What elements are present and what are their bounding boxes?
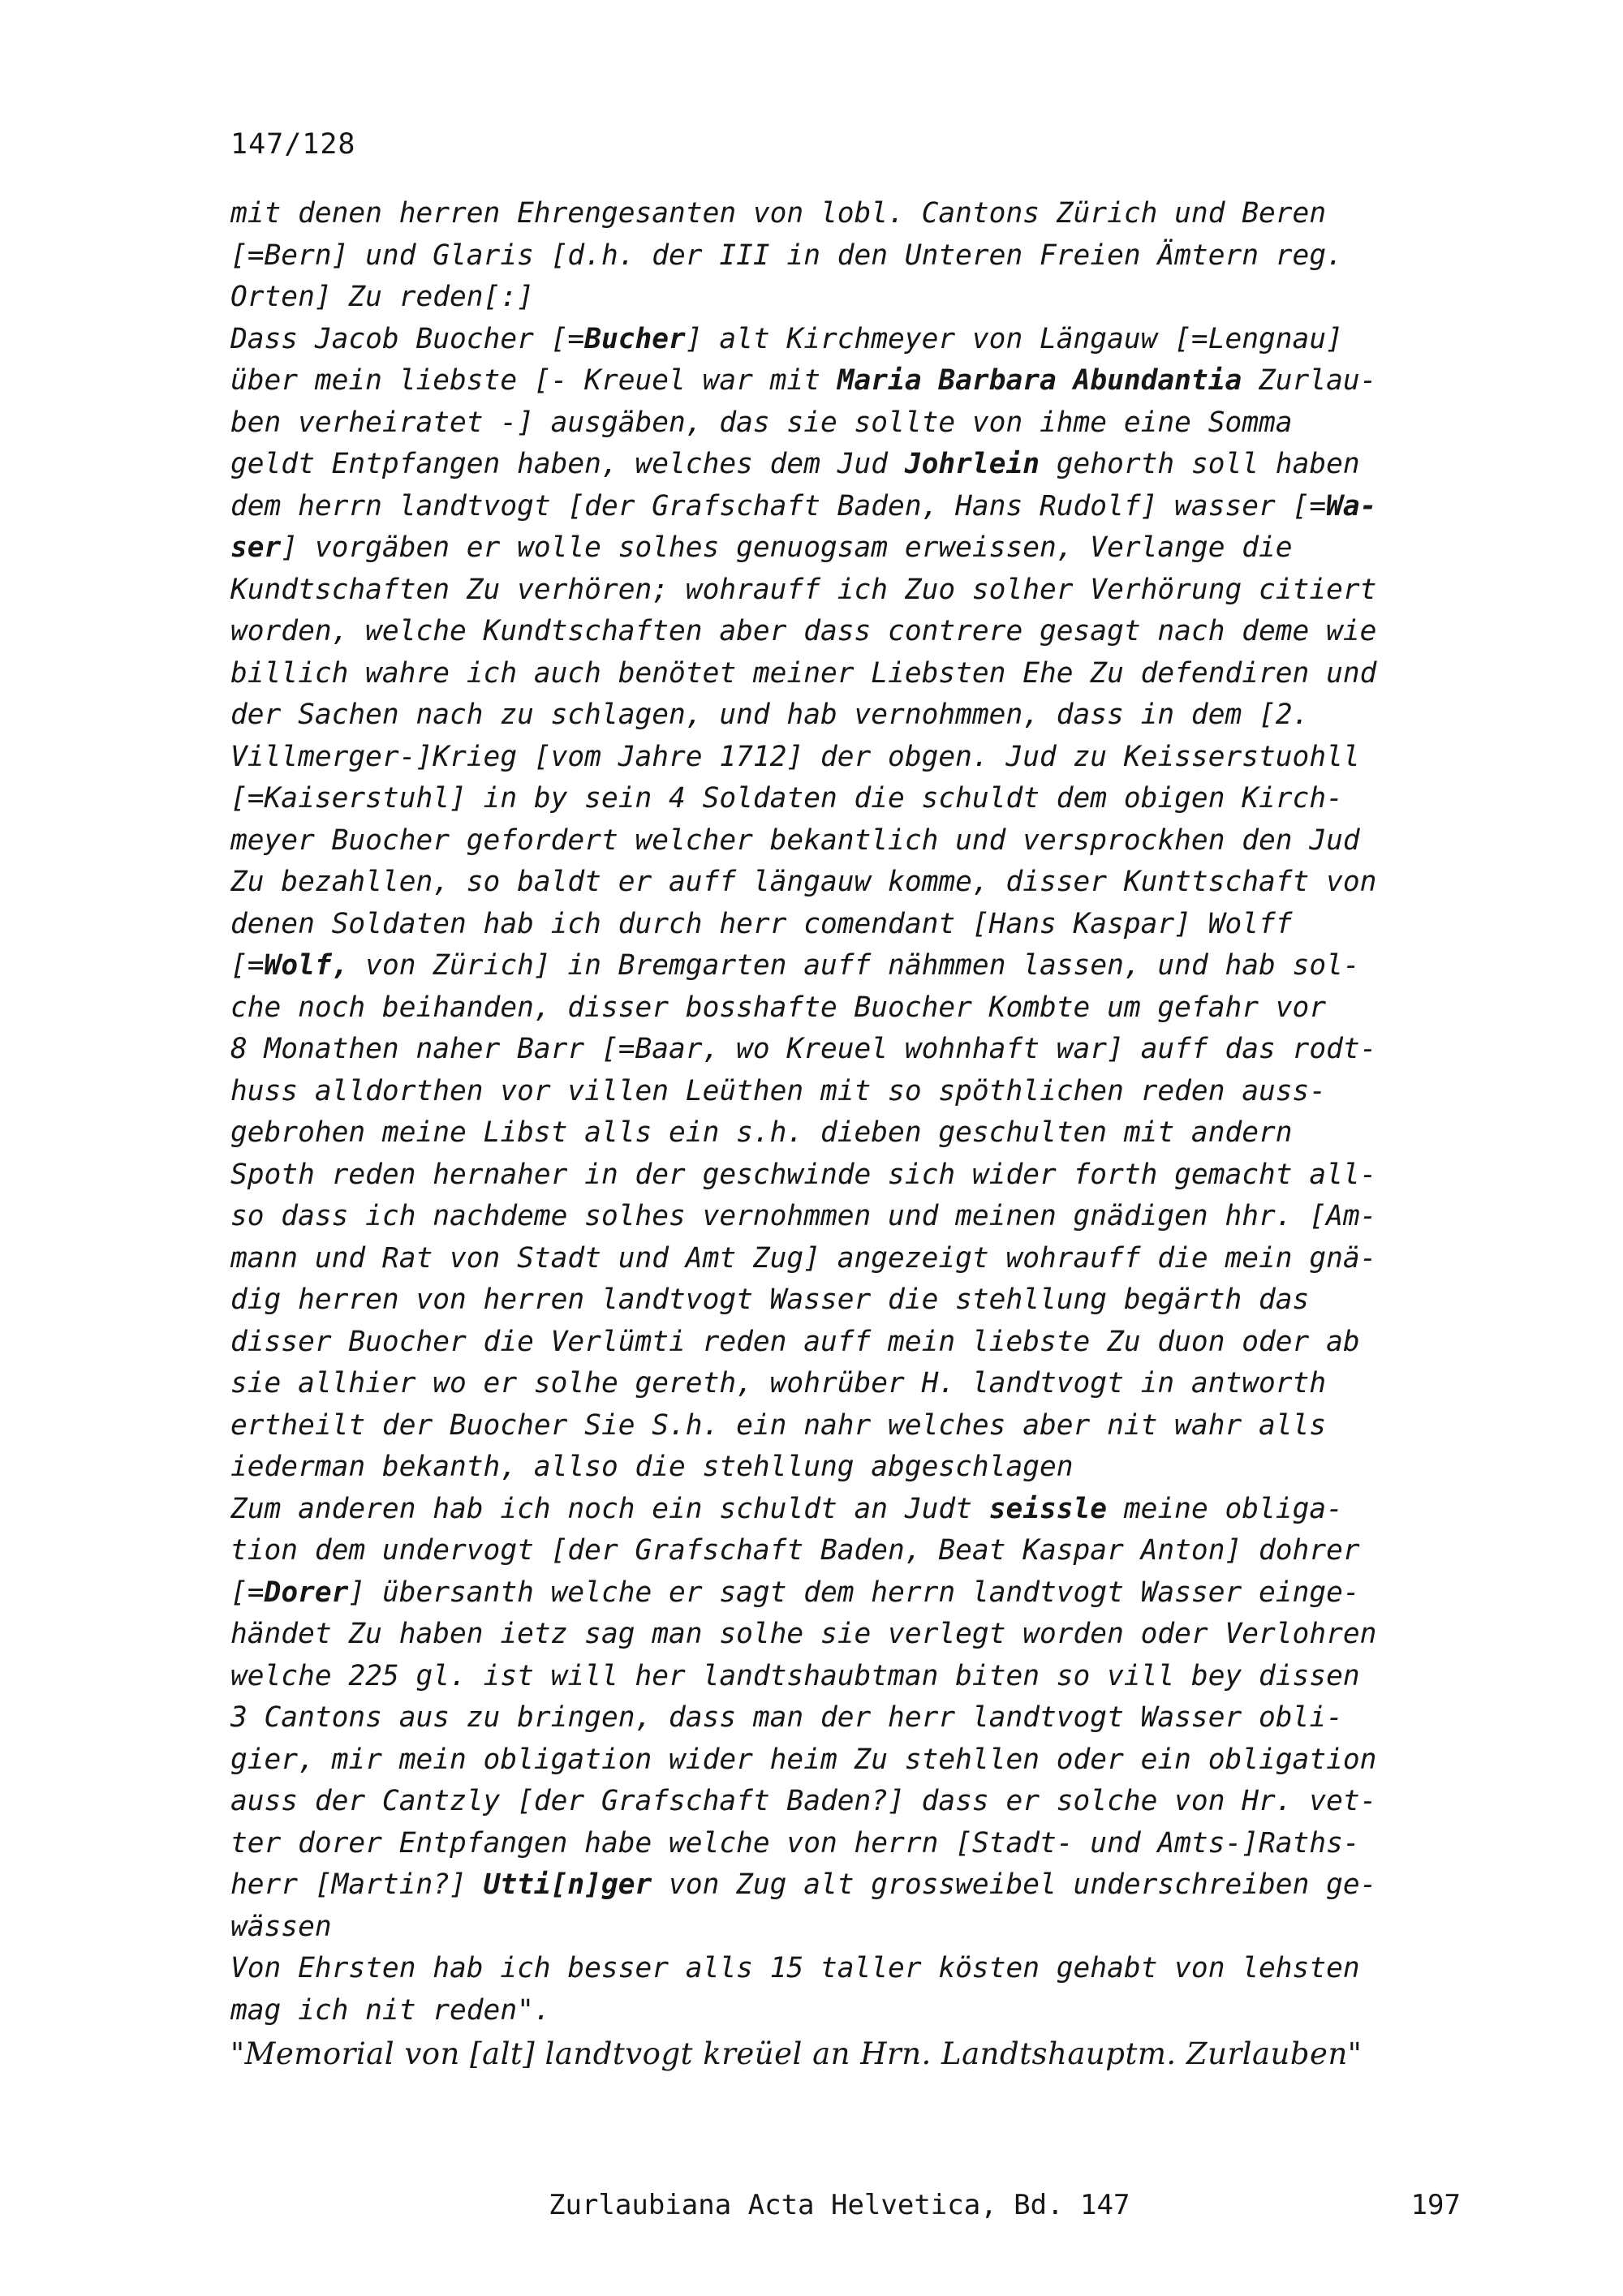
bold-text-segment: Wa- (1326, 489, 1377, 522)
footer-page-number: 197 (1410, 2189, 1461, 2221)
text-segment: 8 Monathen naher Barr [=Baar, wo Kreuel wohnhaft war] auff das rodt- (230, 1033, 1377, 1065)
text-segment: geldt Entpfangen haben, welches dem Jud (230, 448, 905, 480)
text-segment: über mein liebste [- Kreuel war mit (230, 364, 837, 397)
text-line (230, 1447, 1496, 1489)
text-segment: ] alt Kirchmeyer von Längauw [=Lengnau] (685, 322, 1343, 355)
text-segment: ] übersanth welche er sagt dem herrn landtvogt Wasser einge- (348, 1576, 1360, 1609)
text-line (230, 1697, 1496, 1739)
text-segment: worden, welche Kundtschaften aber dass contrere gesagt nach deme wie (230, 615, 1377, 647)
text-line (230, 527, 1496, 570)
body-lines (230, 193, 1496, 2032)
text-segment: von Zug alt grossweibel underschreiben ge- (652, 1868, 1377, 1901)
text-segment: che noch beihanden, disser bosshafte Buocher Kombte um gefahr vor (230, 991, 1327, 1024)
body-text (230, 193, 1496, 2075)
text-line (230, 402, 1496, 445)
text-line (230, 1196, 1496, 1238)
text-line (230, 694, 1496, 737)
text-segment: ben verheiratet -] ausgäben, das sie sollte von ihme eine Somma (230, 406, 1293, 439)
text-line (230, 1530, 1496, 1572)
text-segment: billich wahre ich auch benötet meiner Liebsten Ehe Zu defendiren und (230, 656, 1377, 690)
text-segment: huss alldorthen vor villen Leüthen mit so spöthlichen reden auss- (230, 1074, 1327, 1107)
text-line (230, 987, 1496, 1030)
text-line (230, 1238, 1496, 1280)
text-segment: meyer Buocher gefordert welcher bekantlich und versprockhen den Jud (230, 823, 1360, 857)
text-segment: welche 225 gl. ist will her landtshaubtman biten so vill bey dissen (230, 1659, 1360, 1692)
text-segment: wässen (230, 1910, 332, 1943)
text-line (230, 1572, 1496, 1615)
text-segment: gier, mir mein obligation wider heim Zu stehllen oder ein obligation (230, 1743, 1377, 1776)
text-segment: Zurlau- (1242, 364, 1377, 397)
text-line (230, 235, 1496, 277)
text-line (230, 862, 1496, 904)
text-segment: Zum anderen hab ich noch ein schuldt an Judt (230, 1492, 989, 1525)
text-segment: dig herren von herren landtvogt Wasser die stehllung begärth das (230, 1283, 1310, 1316)
text-segment: [= (230, 949, 265, 982)
text-segment: mag ich nit reden". (230, 1993, 551, 2027)
text-segment: 3 Cantons aus zu bringen, dass man der herr landtvogt Wasser obli- (230, 1701, 1343, 1734)
text-line (230, 319, 1496, 361)
text-segment: auss der Cantzly [der Grafschaft Baden?] dass er solche von Hr. vet- (230, 1785, 1377, 1817)
text-line (230, 1948, 1496, 1990)
text-line (230, 820, 1496, 862)
bold-text-segment: Utti[n]ger (483, 1868, 652, 1901)
bold-text-segment: Dorer (264, 1576, 349, 1609)
text-line (230, 1154, 1496, 1197)
text-line (230, 1279, 1496, 1322)
text-segment: tion dem undervogt [der Grafschaft Baden, Beat Kaspar Anton] dohrer (230, 1534, 1360, 1567)
text-line (230, 611, 1496, 653)
text-segment: [=Bern] und Glaris [d.h. der III in den Unteren Freien Ämtern reg. (230, 239, 1343, 272)
text-segment: so dass ich nachdeme solhes vernohmmen und meinen gnädigen hhr. [Am- (230, 1200, 1377, 1232)
text-line (230, 1071, 1496, 1113)
text-line (230, 360, 1496, 402)
memorial-citation: "Memorial von [alt] landtvogt kreüel an Hrn. Landtshauptm. Zurlauben" (230, 2036, 1363, 2071)
text-line (230, 1405, 1496, 1447)
text-segment: Von Ehrsten hab ich besser alls 15 taller kösten gehabt von lehsten (230, 1952, 1360, 1984)
text-line (230, 1363, 1496, 1405)
text-line (230, 1990, 1496, 2032)
text-line (230, 486, 1496, 528)
text-segment: mann und Rat von Stadt und Amt Zug] angezeigt wohrauff die mein gnä- (230, 1241, 1377, 1275)
text-segment: händet Zu haben ietz sag man solhe sie verlegt worden oder Verlohren (230, 1618, 1377, 1650)
text-line (230, 1112, 1496, 1154)
text-segment: mit denen herren Ehrengesanten von lobl. Cantons Zürich und Beren (230, 197, 1327, 230)
bold-text-segment: Bucher (584, 322, 686, 355)
text-line (230, 1656, 1496, 1698)
text-segment: gebrohen meine Libst alls ein s.h. dieben geschulten mit andern (230, 1116, 1293, 1149)
text-segment: der Sachen nach zu schlagen, und hab vernohmmen, dass in dem [2. (230, 699, 1310, 731)
text-segment: denen Soldaten hab ich durch herr comendant [Hans Kaspar] Wolff (230, 907, 1293, 940)
text-segment: von Zürich] in Bremgarten auff nähmmen lassen, und hab sol- (348, 949, 1360, 982)
text-segment: [= (230, 1576, 265, 1609)
bold-text-segment: Maria Barbara Abundantia (837, 364, 1242, 397)
text-line (230, 653, 1496, 695)
text-line (230, 904, 1496, 946)
bold-text-segment: ser (230, 531, 282, 564)
text-segment: Spoth reden hernaher in der geschwinde sich wider forth gemacht all- (230, 1158, 1377, 1191)
text-line (230, 778, 1496, 820)
text-segment: iederman bekanth, allso die stehllung abgeschlagen (230, 1451, 1074, 1483)
page-header-number: 147/128 (230, 128, 356, 161)
footer-source: Zurlaubiana Acta Helvetica, Bd. 147 (549, 2189, 1130, 2221)
bold-text-segment: Johrlein (904, 448, 1040, 480)
text-line (230, 1864, 1496, 1907)
text-segment: meine obliga- (1107, 1492, 1343, 1525)
text-segment: ter dorer Entpfangen habe welche von herrn [Stadt- und Amts-]Raths- (230, 1826, 1360, 1860)
text-line (230, 1907, 1496, 1949)
text-segment: ] vorgäben er wolle solhes genuogsam erweissen, Verlange die (281, 531, 1293, 564)
text-segment: [=Kaiserstuhl] in by sein 4 Soldaten die schuldt dem obigen Kirch- (230, 782, 1343, 815)
text-line (230, 193, 1496, 235)
text-line (230, 1489, 1496, 1531)
text-line (230, 277, 1496, 319)
text-line (230, 1029, 1496, 1071)
text-segment: Zu bezahllen, so baldt er auff längauw komme, disser Kunttschaft von (230, 866, 1377, 898)
text-line (230, 1614, 1496, 1656)
text-segment: gehorth soll haben (1040, 448, 1360, 480)
text-line (230, 1781, 1496, 1823)
text-line (230, 1322, 1496, 1364)
bold-text-segment: seissle (988, 1492, 1108, 1525)
text-segment: Villmerger-]Krieg [vom Jahre 1712] der obgen. Jud zu Keisserstuohll (230, 740, 1360, 773)
text-segment: Dass Jacob Buocher [= (230, 322, 585, 355)
text-segment: disser Buocher die Verlümti reden auff mein liebste Zu duon oder ab (230, 1325, 1360, 1358)
text-segment: herr [Martin?] (230, 1868, 484, 1901)
text-line (230, 570, 1496, 612)
text-segment: Orten] Zu reden[:] (230, 281, 534, 313)
text-segment: ertheilt der Buocher Sie S.h. ein nahr welches aber nit wahr alls (230, 1408, 1327, 1442)
text-line (230, 444, 1496, 486)
bold-text-segment: Wolf, (264, 949, 349, 982)
text-line (230, 737, 1496, 779)
text-line (230, 1823, 1496, 1865)
text-segment: Kundtschaften Zu verhören; wohrauff ich Zuo solher Verhörung citiert (230, 573, 1377, 606)
text-line (230, 1739, 1496, 1782)
text-segment: dem herrn landtvogt [der Grafschaft Baden, Hans Rudolf] wasser [= (230, 489, 1327, 522)
text-segment: sie allhier wo er solhe gereth, wohrüber H. landtvogt in antworth (230, 1367, 1327, 1400)
text-line (230, 945, 1496, 987)
